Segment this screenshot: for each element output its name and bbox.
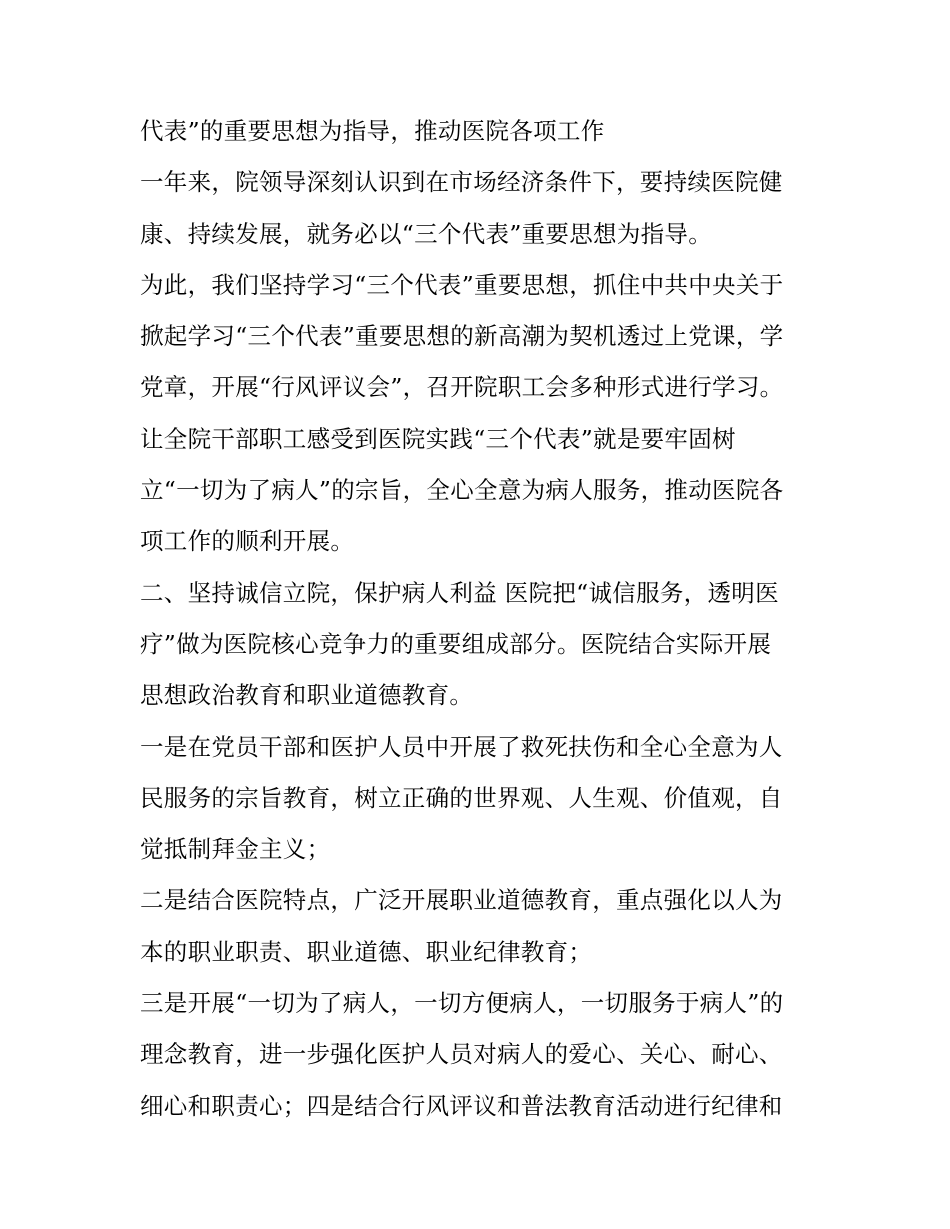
text-line: 民服务的宗旨教育，树立正确的世界观、人生观、价值观，自 — [140, 783, 783, 812]
text-line: 三是开展“一切为了病人，一切方便病人，一切服务于病人”的 — [140, 989, 784, 1018]
text-line: 一是在党员干部和医护人员中开展了救死扶伤和全心全意为人 — [140, 732, 783, 761]
text-line: 觉抵制拜金主义； — [140, 835, 331, 864]
text-line: 立“一切为了病人”的宗旨，全心全意为病人服务，推动医院各 — [140, 476, 784, 505]
text-line: 党章，开展“行风评议会”，召开院职工会多种形式进行学习。 — [140, 373, 784, 402]
text-line: 二、坚持诚信立院，保护病人利益 医院把“诚信服务，透明医 — [140, 578, 779, 607]
text-line: 疗”做为医院核心竞争力的重要组成部分。医院结合实际开展 — [140, 629, 772, 658]
text-line: 二是结合医院特点，广泛开展职业道德教育，重点强化以人为 — [140, 886, 783, 915]
text-line: 为此，我们坚持学习“三个代表”重要思想，抓住中共中央关于 — [140, 270, 784, 299]
text-line: 掀起学习“三个代表”重要思想的新高潮为契机透过上党课，学 — [140, 322, 784, 351]
text-line: 代表”的重要思想为指导，推动医院各项工作 — [140, 117, 605, 145]
text-line: 一年来，院领导深刻认识到在市场经济条件下，要持续医院健 — [140, 168, 783, 197]
text-line: 思想政治教育和职业道德教育。 — [140, 681, 474, 710]
text-line: 项工作的顺利开展。 — [140, 527, 355, 556]
text-line: 康、持续发展，就务必以“三个代表”重要思想为指导。 — [140, 219, 713, 248]
text-line: 让全院干部职工感受到医院实践“三个代表”就是要牢固树 — [140, 424, 736, 453]
text-line: 本的职业职责、职业道德、职业纪律教育； — [140, 937, 593, 966]
document-body — [140, 106, 820, 1132]
text-line: 理念教育，进一步强化医护人员对病人的爱心、关心、耐心、 — [140, 1040, 783, 1069]
text-line: 细心和职责心；四是结合行风评议和普法教育活动进行纪律和 — [140, 1091, 783, 1120]
